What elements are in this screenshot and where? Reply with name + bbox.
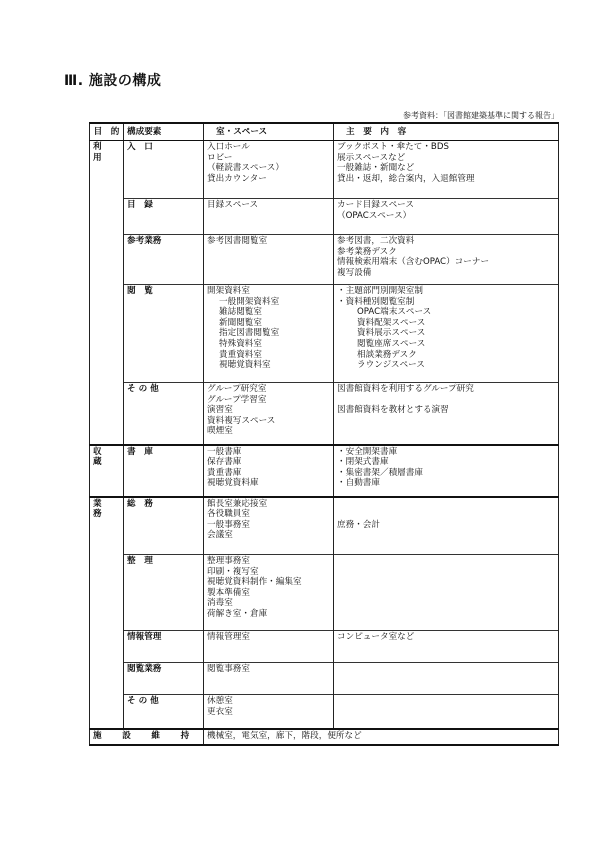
page-title: Ⅲ. 施設の構成	[64, 73, 162, 89]
element-cell	[124, 631, 204, 663]
room-item: 視聴覚資料室	[219, 360, 271, 371]
room-item: 資料複写スペース	[207, 415, 276, 426]
element-cell	[124, 497, 204, 555]
element-cell	[124, 383, 204, 445]
content-cell	[334, 695, 559, 729]
footer-text: 機械室，電気室，廊下，階段，便所など	[204, 729, 559, 746]
content-item: 閲覧座席スペース	[357, 338, 426, 349]
content-cell	[334, 199, 559, 235]
content-item: ・安全開架書庫	[337, 446, 398, 457]
element-label: 閲覧業務	[127, 664, 162, 674]
room-cell	[204, 141, 334, 199]
table-row	[90, 199, 559, 235]
content-cell	[334, 383, 559, 445]
content-cell	[334, 631, 559, 663]
content-item: 図書館資料を利用するグループ研究	[337, 384, 474, 394]
room-item: 整理事務室	[207, 556, 250, 566]
reference-note: 参考資料：「図書館建築基準に関する報告」	[403, 111, 559, 120]
room-item: 情報管理室	[207, 632, 250, 642]
room-item: 更衣室	[207, 706, 233, 717]
room-cell	[204, 235, 334, 285]
content-item: カード目録スペース	[337, 200, 414, 210]
table-body	[90, 123, 559, 745]
element-label: 情報管理	[127, 632, 162, 642]
room-item: 貴重書庫	[207, 467, 242, 478]
content-item: ラウンジスペース	[357, 360, 425, 371]
purpose-cell: 利 用	[90, 141, 124, 445]
element-label: そ の 他	[127, 384, 159, 394]
content-item: OPAC端末スペース	[357, 307, 432, 318]
element-cell	[124, 445, 204, 497]
content-item: 参考業務デスク	[337, 246, 397, 257]
content-item: ・資料種別閲覧室制	[337, 296, 415, 307]
element-cell	[124, 141, 204, 199]
content-item: ブックポスト・傘たて・BDS	[337, 142, 449, 152]
content-cell	[334, 235, 559, 285]
room-item: ロビー	[207, 152, 233, 163]
table-row	[90, 663, 559, 695]
room-item: 消毒室	[207, 598, 233, 609]
element-cell	[124, 285, 204, 383]
content-item	[337, 395, 555, 406]
table-row	[90, 695, 559, 729]
room-item: 演習室	[207, 405, 233, 416]
room-cell	[204, 445, 334, 497]
room-item: 視聴覚資料庫	[207, 478, 259, 489]
room-item: 貸出カウンター	[207, 173, 267, 184]
room-cell	[204, 497, 334, 555]
content-cell	[334, 285, 559, 383]
element-label: 参考業務	[127, 236, 162, 246]
table-row	[90, 631, 559, 663]
content-cell	[334, 555, 559, 631]
room-item: 閲覧事務室	[207, 664, 250, 674]
room-item: 雑誌閲覧室	[219, 307, 262, 318]
room-item: 一般開架資料室	[219, 296, 280, 307]
purpose-cell: 収 蔵	[90, 445, 124, 497]
element-cell	[124, 695, 204, 729]
room-cell	[204, 285, 334, 383]
room-item: 特殊資料室	[219, 338, 262, 349]
content-item	[337, 499, 555, 510]
content-cell	[334, 141, 559, 199]
table-row	[90, 141, 559, 199]
room-cell	[204, 631, 334, 663]
element-label: 閲 覧	[127, 286, 153, 296]
table-footer-row	[90, 729, 559, 746]
room-cell	[204, 383, 334, 445]
table-header-row	[90, 123, 559, 141]
content-item: ・主題部門別開架室制	[337, 286, 423, 296]
element-label: 目 録	[127, 200, 153, 210]
room-item: 荷解き室・倉庫	[207, 608, 268, 619]
content-item	[337, 509, 555, 520]
room-item: グループ研究室	[207, 384, 267, 394]
content-item: 一般雑誌・新聞など	[337, 163, 415, 174]
content-item: 参考図書，二次資料	[337, 236, 415, 246]
content-item: 貸出・返却，総合案内，入退館管理	[337, 173, 475, 184]
room-item: 開架資料室	[207, 286, 250, 296]
header-element: 構成要素	[124, 123, 204, 141]
element-cell	[124, 199, 204, 235]
header-purpose: 目 的	[90, 123, 124, 141]
content-item: 複写設備	[337, 267, 372, 278]
purpose-cell: 業 務	[90, 497, 124, 729]
room-item: 各役職員室	[207, 509, 250, 520]
header-room: 室・スペース	[204, 123, 334, 141]
room-item: 会議室	[207, 530, 233, 541]
room-item: グループ学習室	[207, 394, 267, 405]
room-cell	[204, 199, 334, 235]
facility-composition-table	[89, 122, 559, 746]
content-item: 資料配架スペース	[357, 317, 426, 328]
content-cell	[334, 445, 559, 497]
element-label: 整 理	[127, 556, 153, 566]
element-cell	[124, 663, 204, 695]
room-item: 一般事務室	[207, 519, 250, 530]
element-cell	[124, 235, 204, 285]
table-row	[90, 445, 559, 497]
header-content: 主 要 内 容	[334, 123, 559, 141]
table-row	[90, 235, 559, 285]
room-item: 製本準備室	[207, 587, 250, 598]
room-item: 視聴覚資料制作・編集室	[207, 577, 302, 588]
element-label: 総 務	[127, 498, 153, 509]
table-row	[90, 497, 559, 555]
room-item: 貴重資料室	[219, 349, 262, 360]
element-label: そ の 他	[127, 696, 159, 706]
content-item: ・集密書架／積層書庫	[337, 467, 423, 478]
room-item: 休憩室	[207, 696, 233, 706]
room-item: 指定図書閲覧室	[219, 328, 280, 339]
room-cell	[204, 555, 334, 631]
content-item: 図書館資料を教材とする演習	[337, 405, 449, 416]
table-row	[90, 285, 559, 383]
room-cell	[204, 695, 334, 729]
room-item: 新聞閲覧室	[219, 317, 262, 328]
room-item: 目録スペース	[207, 200, 259, 210]
element-label: 書 庫	[127, 446, 153, 457]
table-row	[90, 383, 559, 445]
table-row	[90, 555, 559, 631]
content-cell	[334, 663, 559, 695]
room-cell	[204, 663, 334, 695]
room-item: 保存書庫	[207, 457, 242, 468]
content-cell	[334, 497, 559, 555]
room-item: 印刷・複写室	[207, 566, 259, 577]
content-item: 展示スペースなど	[337, 152, 406, 163]
element-cell	[124, 555, 204, 631]
content-item: 相談業務デスク	[357, 349, 417, 360]
content-item: ・閉架式書庫	[337, 457, 389, 468]
room-item: 館長室兼応接室	[207, 498, 268, 509]
content-item: 庶務・会計	[337, 519, 380, 530]
room-item: 参考図書閲覧室	[207, 236, 268, 246]
room-item: （軽読書スペース）	[207, 163, 284, 174]
content-item: コンピュータ室など	[337, 632, 415, 642]
room-item: 喫煙室	[207, 426, 233, 437]
content-item: ・自動書庫	[337, 478, 380, 489]
room-item: 一般書庫	[207, 446, 242, 457]
footer-label: 施 設 維 持	[90, 729, 204, 746]
room-item: 入口ホール	[207, 142, 250, 152]
content-item: （OPACスペース）	[337, 210, 412, 221]
element-label: 入 口	[127, 142, 153, 152]
content-item: 情報検索用端末（含むOPAC）コーナー	[337, 257, 490, 268]
content-item: 資料展示スペース	[357, 328, 426, 339]
